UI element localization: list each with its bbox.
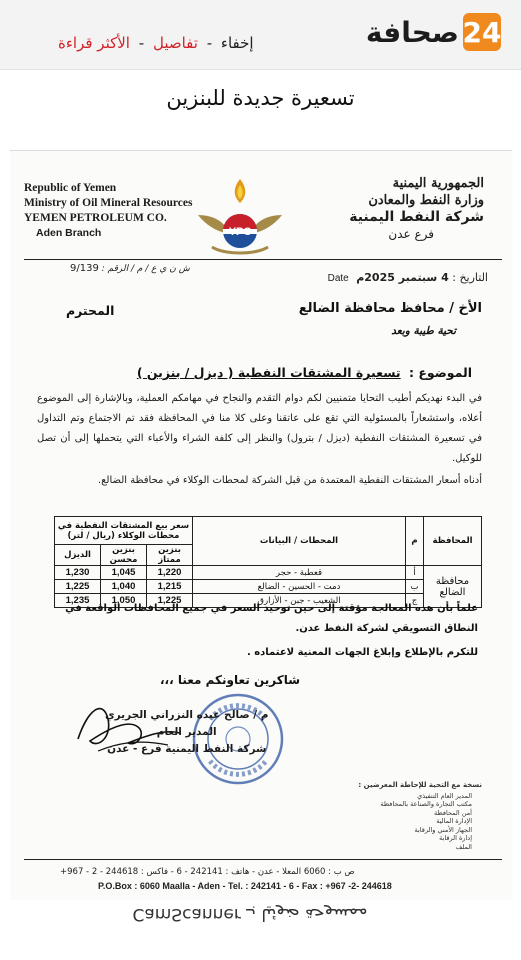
col-header-stations: المحطات / البيانات — [193, 517, 406, 566]
camscanner-text: ممسوحة ضوئيا بـ CamScanner — [132, 904, 368, 924]
subject-label: الموضوع : — [408, 365, 472, 380]
footer-english: P.O.Box : 6060 Maalla - Aden - Tel. : 242141 - 6 - Fax : +967 -2- 244618 — [98, 881, 392, 891]
signatory-org: شركة النفط اليمنية فرع - عدن — [107, 743, 267, 755]
signatory-name: م / صالح عبده النزراني الجريري — [105, 709, 269, 721]
signature-block — [105, 707, 268, 758]
col-header-petrol-90: بنزين محسن — [101, 545, 147, 566]
row-no: أ — [406, 566, 424, 580]
table-row — [55, 580, 482, 594]
col-header-petrol-95: بنزين ممتاز — [147, 545, 193, 566]
intro-paragraph: في البدء نهديكم أطيب التحايا متمنيين لكم دوام التقدم والنجاح في مهامكم العملية، وبالإشارة إلى الموضوع أعلاه، واستشعاراً بالمسئولية التي تقع على عاتقنا وعلى كلا منا في المحافظة فقد تم الاجتماع وتم التداول في تسعيرة المشتقات النفطية (ديزل / بترول) والنظر إلى كلفة الشراء والأعباء التي يتحملها إلى أن تصل للوكيل. — [37, 393, 482, 464]
letterhead-line: YEMEN PETROLEUM CO. — [24, 212, 167, 224]
prices-intro: أدناه أسعار المشتقات النفطية المعتمدة من قبل الشركة لمحطات الوكلاء في محافظة الضالع. — [97, 475, 482, 486]
petrol-90-price: 1,050 — [101, 594, 147, 608]
cc-title: نسخة مع التحية للإحاطة المعرضين : — [358, 781, 482, 789]
respected-label: المحترم — [66, 303, 115, 318]
row-stations: قعطبة - حجر — [193, 566, 406, 580]
cc-item: المدير العام التنفيذي — [417, 791, 472, 800]
diesel-price: 1,225 — [55, 580, 101, 594]
hide-link[interactable]: إخفاء — [220, 34, 254, 52]
col-header-price-group: سعر بيع المشتقات النفطية في محطات الوكلاء (ريال / لتر) — [55, 517, 193, 545]
cc-list — [358, 781, 482, 851]
reference-value: 9/139 — [70, 263, 99, 274]
row-stations: الشعيب - جبن - الأزارق — [193, 594, 406, 608]
addressee: الأخ / محافظ محافظة الضالع — [298, 301, 482, 316]
nav-separator: - — [206, 34, 213, 52]
article-title: تسعيرة جديدة للبنزين — [166, 86, 355, 110]
letterhead-divider — [24, 259, 502, 260]
petrol-90-price: 1,045 — [101, 566, 147, 580]
reference-label: ش ن ي ع / م / الرقم — [107, 264, 190, 274]
logo-number-badge: 24 — [463, 13, 501, 51]
camscanner-watermark — [0, 900, 521, 960]
row-no: ب — [406, 580, 424, 594]
most-read-link[interactable]: الأكثر قراءة — [58, 34, 130, 52]
letterhead-ministry: وزارة النفط والمعادن — [368, 193, 484, 208]
letter-date: التاريخ : 4 سبتمبر 2025م Date — [327, 271, 488, 284]
petrol-95-price: 1,225 — [147, 594, 193, 608]
cc-item: مكتب التجارة والصناعة بالمحافظة — [380, 800, 472, 808]
table-row — [55, 566, 482, 580]
emblem-label: YPC — [228, 226, 252, 238]
petrol-95-price: 1,215 — [147, 580, 193, 594]
letterhead-line: Ministry of Oil Mineral Resources — [24, 197, 193, 209]
thanks-line: شاكرين تعاونكم معنا ،،، — [160, 673, 301, 687]
english-letterhead — [24, 181, 192, 241]
col-header-diesel: الديزل — [55, 545, 101, 566]
logo-text: صحافة — [365, 15, 459, 49]
footer-divider — [24, 859, 502, 860]
date-label-ar: التاريخ — [459, 271, 488, 284]
cc-item: الملف — [455, 842, 472, 851]
petrol-90-price: 1,040 — [101, 580, 147, 594]
subject-line — [137, 365, 472, 380]
reference-number: ش ن ي ع / م / الرقم : 9/139 — [70, 263, 190, 274]
diesel-price: 1,230 — [55, 566, 101, 580]
arabic-letterhead — [349, 175, 484, 243]
cc-item: الإدارة المالية — [436, 817, 472, 825]
cc-item: الجهاز الأمني والرقابة — [414, 825, 472, 834]
subject-value: تسعيرة المشتقات النفطية ( ديزل / بنزين ) — [136, 365, 401, 380]
footer-arabic: ص ب : 6060 المعلا - عدن - هاتف : 242141 - 6 - فاكس : 244618 - 2 - 967+ — [60, 867, 355, 877]
details-link[interactable]: تفاصيل — [152, 34, 198, 52]
letterhead-country: الجمهورية اليمنية — [392, 176, 484, 191]
date-label-en: Date — [327, 273, 349, 284]
site-header — [0, 0, 521, 70]
price-table — [54, 516, 482, 608]
ypc-emblem-icon — [190, 175, 290, 259]
letterhead-line: Republic of Yemen — [24, 182, 117, 194]
signatory-title: المدير العام — [156, 726, 217, 738]
greeting: تحية طيبة وبعد — [391, 325, 456, 337]
site-logo[interactable] — [366, 10, 501, 54]
closing-line: للتكرم بالإطلاع وإبلاغ الجهات المعنية لاعتماده . — [246, 647, 478, 658]
col-header-governorate: المحافظة — [424, 517, 482, 566]
row-stations: دمت - الحسين - الضالع — [193, 580, 406, 594]
diesel-price: 1,235 — [55, 594, 101, 608]
letterhead-company: شركة النفط اليمنية — [349, 209, 484, 225]
nav-separator: - — [138, 34, 145, 52]
cc-item: أمن المحافظة — [434, 808, 472, 817]
petrol-95-price: 1,220 — [147, 566, 193, 580]
governorate-cell: محافظة الضالع — [424, 566, 482, 608]
row-no: ج — [406, 594, 424, 608]
article-nav — [58, 34, 254, 52]
scanned-letter — [10, 150, 512, 900]
date-value: 4 سبتمبر 2025م — [356, 271, 449, 284]
col-header-no: م — [406, 517, 424, 566]
cc-item: إدارة الرقابة — [439, 834, 472, 842]
letterhead-line: Aden Branch — [36, 227, 102, 239]
note-paragraph: علماً بأن هذه المعالجة مؤقتة إلى حين توحيد السعر في جميع المحافظات الواقعة في النطاق التسويقي لشركة النفط عدن. — [65, 603, 478, 634]
letterhead-branch: فرع عدن — [388, 227, 434, 241]
